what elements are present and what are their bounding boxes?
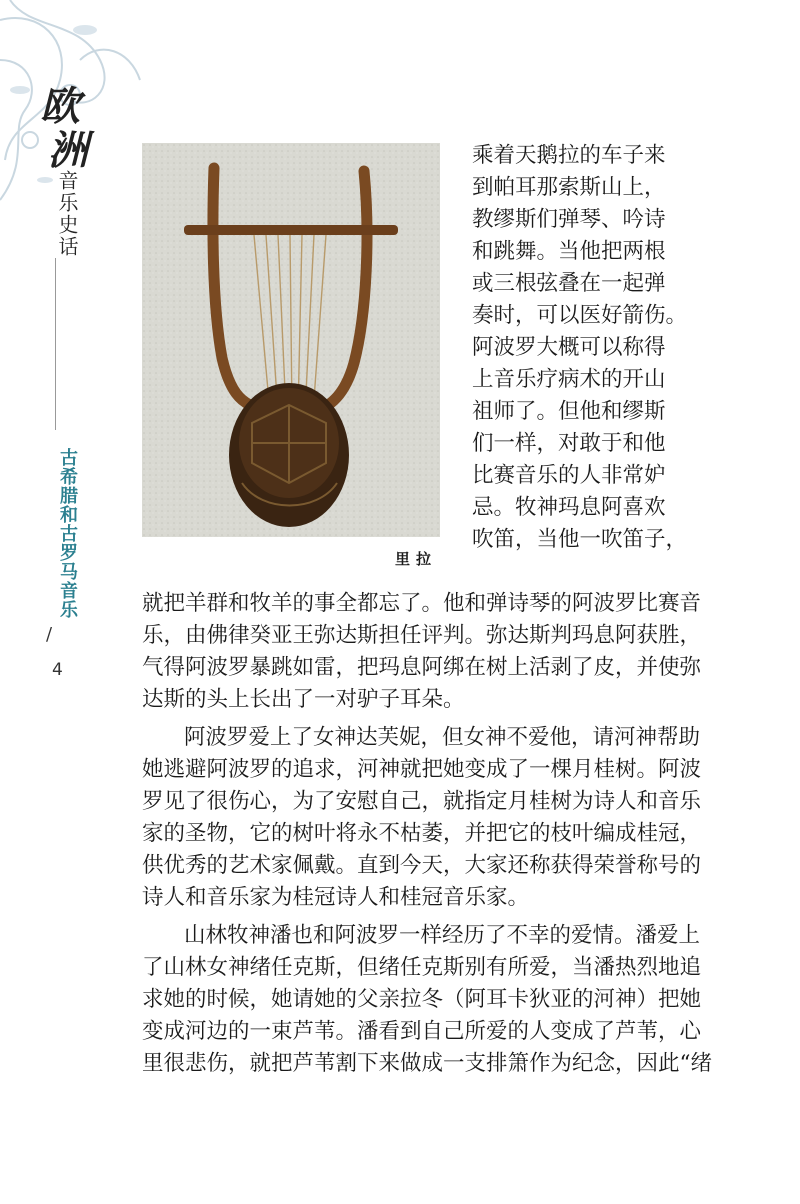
page-number: 4 [52,660,63,680]
book-title-char: 洲 [48,127,88,174]
side-text-line: 奏时，可以医好箭伤。 [472,303,688,328]
body-text-line: 了山林女神绪任克斯，但绪任克斯别有所爱，当潘热烈地追 [142,955,702,980]
side-text-line: 上音乐疗病术的开山 [472,367,666,392]
figure-caption: 里拉 [395,550,438,568]
side-text-line: 吹笛，当他一吹笛子， [472,527,688,552]
side-text-line: 教缪斯们弹琴、吟诗 [472,207,666,232]
body-text-line: 就把羊群和牧羊的事全都忘了。他和弹诗琴的阿波罗比赛音 [142,591,702,616]
chapter-title: 古希腊和古罗马音乐 [57,448,78,619]
lyre-photo [142,143,440,537]
margin-rule-top [55,258,56,430]
body-text-line: 供优秀的艺术家佩戴。直到今天，大家还称获得荣誉称号的 [142,853,702,878]
body-text-line: 阿波罗爱上了女神达芙妮，但女神不爱他，请河神帮助 [184,725,701,750]
side-text-line: 或三根弦叠在一起弹 [472,271,666,296]
book-subtitle: 音乐史话 [55,170,79,258]
side-text-line: 乘着天鹅拉的车子来 [472,143,666,168]
body-text-line: 诗人和音乐家为桂冠诗人和桂冠音乐家。 [142,885,530,910]
side-text-line: 到帕耳那索斯山上， [472,175,666,200]
body-text-line: 她逃避阿波罗的追求，河神就把她变成了一棵月桂树。阿波 [142,757,702,782]
body-text-line: 变成河边的一束芦苇。潘看到自己所爱的人变成了芦苇，心 [142,1019,702,1044]
book-title-char: 欧 [40,83,80,130]
body-text-line: 家的圣物，它的树叶将永不枯萎，并把它的枝叶编成桂冠， [142,821,702,846]
body-text-line: 达斯的头上长出了一对驴子耳朵。 [142,687,465,712]
book-title [40,85,86,173]
side-text-line: 和跳舞。当他把两根 [472,239,666,264]
side-text-line: 阿波罗大概可以称得 [472,335,666,360]
side-text-line: 们一样，对敢于和他 [472,431,666,456]
page-separator: / [46,624,53,645]
body-text-line: 求她的时候，她请她的父亲拉冬（阿耳卡狄亚的河神）把她 [142,987,702,1012]
body-text-line: 罗见了很伤心，为了安慰自己，就指定月桂树为诗人和音乐 [142,789,702,814]
body-text-line: 气得阿波罗暴跳如雷，把玛息阿绑在树上活剥了皮，并使弥 [142,655,702,680]
body-text-line: 里很悲伤，就把芦苇割下来做成一支排箫作为纪念，因此“绪 [142,1051,712,1076]
side-text-line: 比赛音乐的人非常妒 [472,463,666,488]
body-text-line: 山林牧神潘也和阿波罗一样经历了不幸的爱情。潘爱上 [184,923,701,948]
side-text-line: 祖师了。但他和缪斯 [472,399,666,424]
side-text-line: 忌。牧神玛息阿喜欢 [472,495,666,520]
body-text-line: 乐，由佛律癸亚王弥达斯担任评判。弥达斯判玛息阿获胜， [142,623,702,648]
